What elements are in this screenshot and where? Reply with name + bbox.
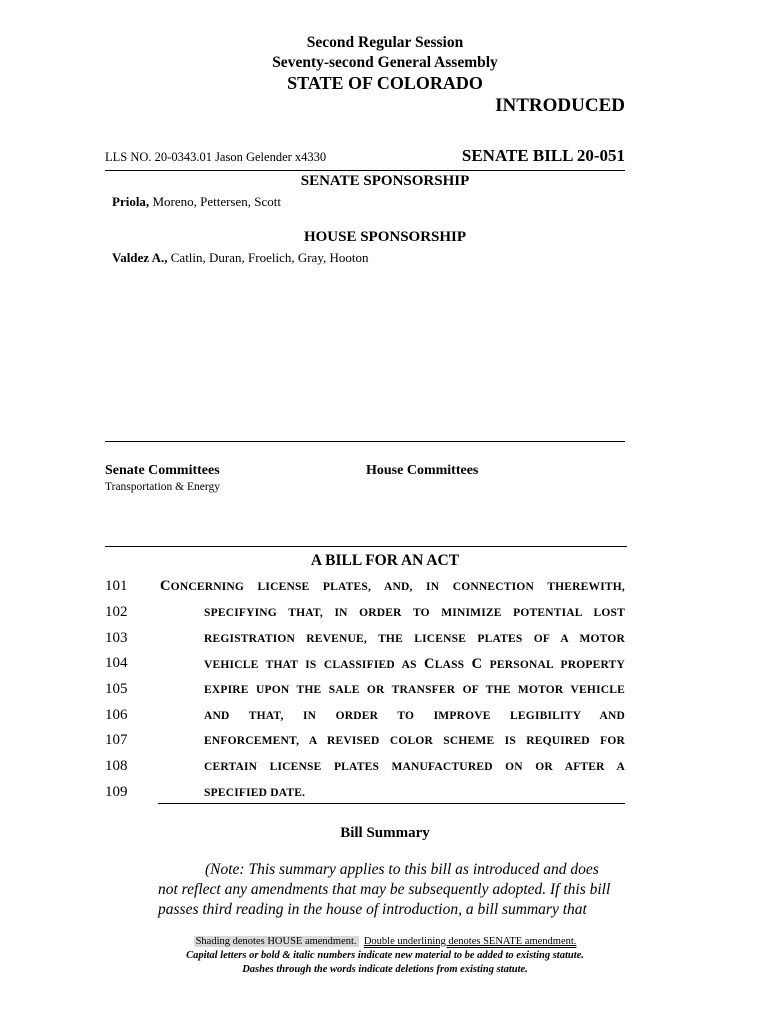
line-number: 107: [105, 732, 128, 748]
footer-new-material: Capital letters or bold & italic numbers indicate new material to be added to existing statute.: [186, 950, 584, 961]
bill-title-line: AND THAT, IN ORDER TO IMPROVE LEGIBILITY AND: [204, 710, 625, 722]
bill-title-line: CONCERNING LICENSE PLATES, AND, IN CONNECTION THEREWITH,: [160, 578, 625, 594]
bill-act-title: A BILL FOR AN ACT: [310, 552, 460, 569]
senate-sponsors: [112, 194, 281, 210]
lls-number: LLS NO. 20-0343.01 Jason Gelender x4330: [105, 150, 327, 164]
senate-other-sponsors: Moreno, Pettersen, Scott: [149, 194, 281, 209]
bill-title-line: SPECIFYING THAT, IN ORDER TO MINIMIZE POTENTIAL LOST: [204, 607, 625, 619]
bill-title-line: VEHICLE THAT IS CLASSIFIED AS CLASS C PERSONAL PROPERTY: [204, 656, 625, 672]
bill-act-top-rule: [105, 546, 627, 547]
header-rule: [105, 170, 625, 171]
line-number: 102: [105, 604, 128, 620]
committees-top-rule: [105, 441, 625, 442]
house-amendment-legend: Shading denotes HOUSE amendment.: [195, 936, 357, 947]
house-sponsorship-title: HOUSE SPONSORSHIP: [303, 229, 467, 245]
summary-note-line: (Note: This summary applies to this bill as introduced and does: [205, 861, 599, 878]
senate-committees-title: Senate Committees: [105, 463, 220, 478]
bill-summary-title: Bill Summary: [340, 825, 430, 841]
line-number: 105: [105, 681, 128, 697]
bill-act-bottom-rule: [158, 803, 625, 804]
house-other-sponsors: Catlin, Duran, Froelich, Gray, Hooton: [167, 250, 369, 265]
line-number: 104: [105, 655, 128, 671]
senate-lead-sponsor: Priola,: [112, 194, 150, 209]
house-lead-sponsor: Valdez A.,: [112, 250, 168, 265]
bill-status: INTRODUCED: [495, 95, 625, 116]
summary-note-line: passes third reading in the house of introduction, a bill summary that: [158, 901, 587, 918]
senate-committee-item: Transportation & Energy: [105, 481, 220, 493]
senate-sponsorship-title: SENATE SPONSORSHIP: [300, 173, 470, 189]
bill-title-line: ENFORCEMENT, A REVISED COLOR SCHEME IS REQUIRED FOR: [204, 735, 625, 747]
line-number: 106: [105, 707, 128, 723]
house-committees-title: House Committees: [366, 463, 479, 478]
line-number: 109: [105, 784, 128, 800]
bill-title-line: REGISTRATION REVENUE, THE LICENSE PLATES OF A MOTOR: [204, 633, 625, 645]
footer-legend: [0, 936, 770, 947]
bill-title-line: CERTAIN LICENSE PLATES MANUFACTURED ON OR AFTER A: [204, 761, 625, 773]
footer-deletions: Dashes through the words indicate deletions from existing statute.: [242, 964, 528, 975]
session-heading: Second Regular Session: [306, 34, 464, 51]
bill-title-line: EXPIRE UPON THE SALE OR TRANSFER OF THE MOTOR VEHICLE: [204, 684, 625, 696]
state-heading: STATE OF COLORADO: [287, 73, 483, 93]
summary-note-line: not reflect any amendments that may be subsequently adopted. If this bill: [158, 881, 611, 898]
bill-title-line: SPECIFIED DATE.: [204, 787, 306, 799]
line-number: 103: [105, 630, 128, 646]
line-number: 108: [105, 758, 128, 774]
senate-amendment-legend: Double underlining denotes SENATE amendment.: [363, 936, 577, 947]
house-sponsors: [112, 250, 368, 266]
bill-number: SENATE BILL 20-051: [461, 146, 625, 165]
assembly-heading: Seventy-second General Assembly: [272, 54, 498, 71]
line-number: 101: [105, 578, 128, 594]
